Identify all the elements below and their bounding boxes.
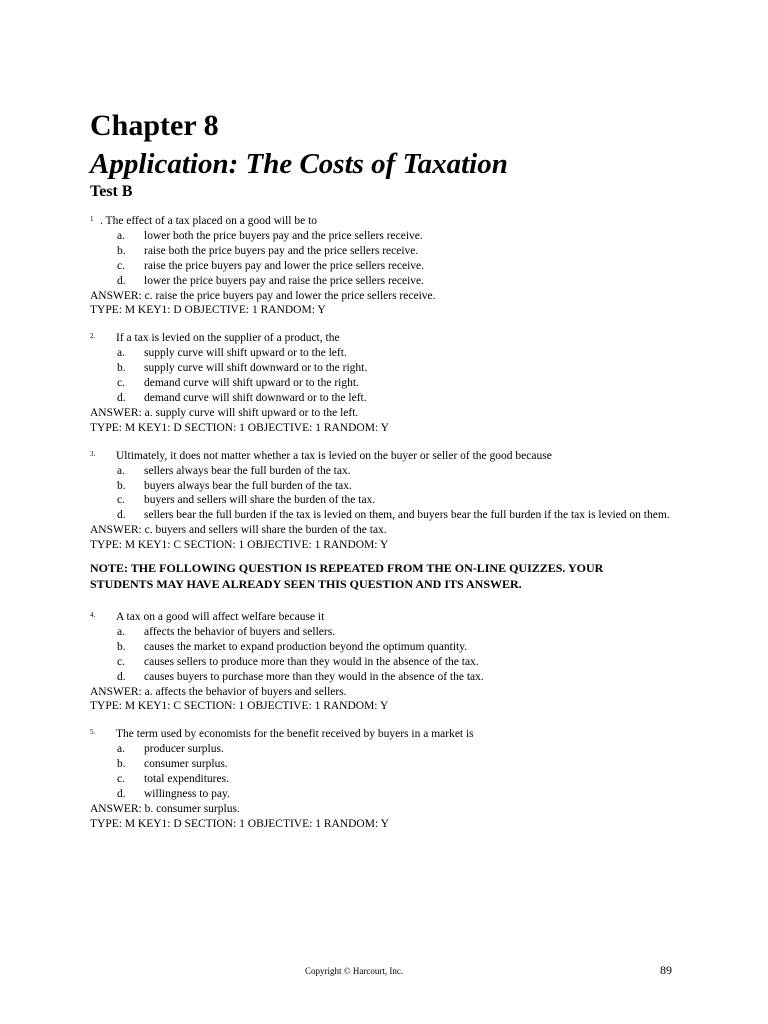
chapter-heading: Chapter 8 (90, 109, 219, 142)
question-text: A tax on a good will affect welfare because it (116, 611, 325, 624)
option-letter: c. (117, 259, 125, 272)
option-letter: c. (117, 377, 125, 390)
question-5 (90, 727, 690, 831)
question-stem (90, 610, 690, 625)
option-letter: c. (117, 655, 125, 668)
option-text: raise both the price buyers pay and the price sellers receive. (144, 244, 419, 257)
option-c (90, 493, 690, 508)
option-text: sellers bear the full burden if the tax is levied on them, and buyers bear the full burden if the tax is levied on them. (144, 509, 670, 522)
question-number: 5. (90, 728, 96, 737)
answer-line: ANSWER: b. consumer surplus. (90, 802, 240, 815)
option-text: causes the market to expand production beyond the optimum quantity. (144, 640, 468, 653)
option-letter: c. (117, 773, 125, 786)
question-list (90, 214, 690, 845)
option-c (90, 259, 690, 274)
option-text: total expenditures. (144, 773, 229, 786)
type-line: TYPE: M KEY1: D OBJECTIVE: 1 RANDOM: Y (90, 304, 326, 317)
type-line: TYPE: M KEY1: C SECTION: 1 OBJECTIVE: 1 RANDOM: Y (90, 700, 389, 713)
type-line: TYPE: M KEY1: D SECTION: 1 OBJECTIVE: 1 RANDOM: Y (90, 421, 389, 434)
option-letter: d. (117, 670, 126, 683)
option-a (90, 742, 690, 757)
option-d (90, 787, 690, 802)
option-letter: d. (117, 509, 126, 522)
question-stem (90, 727, 690, 742)
option-text: buyers and sellers will share the burden of the tax. (144, 494, 376, 507)
question-stem (90, 449, 690, 464)
option-letter: d. (117, 274, 126, 287)
option-letter: b. (117, 244, 126, 257)
option-letter: c. (117, 494, 125, 507)
question-3 (90, 449, 690, 553)
repeated-question-notice: NOTE: THE FOLLOWING QUESTION IS REPEATED FROM THE ON-LINE QUIZZES. YOUR STUDENTS MAY HAVE ALREADY SEEN THIS QUESTION AND ITS ANSWER. (90, 561, 604, 591)
option-letter: b. (117, 479, 126, 492)
option-b (90, 361, 690, 376)
question-text: Ultimately, it does not matter whether a tax is levied on the buyer or seller of the good because (116, 449, 552, 462)
answer-line: ANSWER: a. supply curve will shift upward or to the left. (90, 406, 359, 419)
option-text: lower the price buyers pay and raise the price sellers receive. (144, 274, 425, 287)
option-b (90, 640, 690, 655)
answer-line: ANSWER: c. buyers and sellers will share the burden of the tax. (90, 524, 387, 537)
question-text: If a tax is levied on the supplier of a product, the (116, 332, 340, 345)
option-text: sellers always bear the full burden of the tax. (144, 464, 351, 477)
question-stem (90, 331, 690, 346)
option-letter: a. (117, 743, 125, 756)
option-letter: b. (117, 640, 126, 653)
option-letter: a. (117, 625, 125, 638)
option-letter: b. (117, 758, 126, 771)
option-letter: d. (117, 788, 126, 800)
option-text: lower both the price buyers pay and the price sellers receive. (144, 229, 423, 242)
question-4 (90, 610, 690, 714)
question-text: The term used by economists for the benefit received by buyers in a market is (116, 728, 474, 741)
option-text: willingness to pay. (144, 788, 230, 800)
option-a (90, 346, 690, 361)
option-text: causes buyers to purchase more than they would in the absence of the tax. (144, 670, 484, 683)
type-line: TYPE: M KEY1: D SECTION: 1 OBJECTIVE: 1 RANDOM: Y (90, 817, 389, 830)
option-b (90, 244, 690, 259)
option-a (90, 229, 690, 244)
type-line: TYPE: M KEY1: C SECTION: 1 OBJECTIVE: 1 RANDOM: Y (90, 539, 389, 552)
page-number: 89 (660, 963, 672, 977)
option-c (90, 772, 690, 787)
option-letter: a. (117, 229, 125, 242)
answer-line: ANSWER: c. raise the price buyers pay and lower the price sellers receive. (90, 289, 436, 302)
option-text: affects the behavior of buyers and sellers. (144, 625, 336, 638)
option-letter: b. (117, 362, 126, 375)
option-text: buyers always bear the full burden of the tax. (144, 479, 352, 492)
option-d (90, 274, 690, 289)
question-number: 4. (90, 611, 96, 620)
option-c (90, 376, 690, 391)
option-text: causes sellers to produce more than they would in the absence of the tax. (144, 655, 479, 668)
option-text: demand curve will shift downward or to the left. (144, 391, 367, 404)
option-letter: a. (117, 347, 125, 360)
option-text: supply curve will shift upward or to the left. (144, 347, 347, 360)
option-d (90, 391, 690, 406)
copyright-footer: Copyright © Harcourt, Inc. (305, 966, 404, 976)
option-text: demand curve will shift upward or to the right. (144, 377, 359, 390)
question-1 (90, 214, 690, 318)
question-number: 1 (90, 215, 94, 223)
question-number: 2. (90, 332, 96, 341)
option-text: raise the price buyers pay and lower the price sellers receive. (144, 259, 425, 272)
question-text: . The effect of a tax placed on a good will be to (100, 215, 318, 227)
question-2 (90, 331, 690, 435)
question-stem (90, 214, 690, 229)
option-letter: d. (117, 391, 126, 404)
option-text: consumer surplus. (144, 758, 228, 771)
answer-line: ANSWER: a. affects the behavior of buyers and sellers. (90, 685, 347, 698)
option-c (90, 655, 690, 670)
option-b (90, 757, 690, 772)
option-d (90, 508, 690, 523)
option-a (90, 625, 690, 640)
question-number: 3. (90, 449, 96, 458)
chapter-title: Application: The Costs of Taxation (90, 148, 508, 180)
option-a (90, 464, 690, 479)
option-text: supply curve will shift downward or to the right. (144, 362, 368, 375)
option-b (90, 479, 690, 494)
option-d (90, 670, 690, 685)
option-text: producer surplus. (144, 743, 224, 756)
option-letter: a. (117, 464, 125, 477)
test-label: Test B (90, 183, 133, 200)
